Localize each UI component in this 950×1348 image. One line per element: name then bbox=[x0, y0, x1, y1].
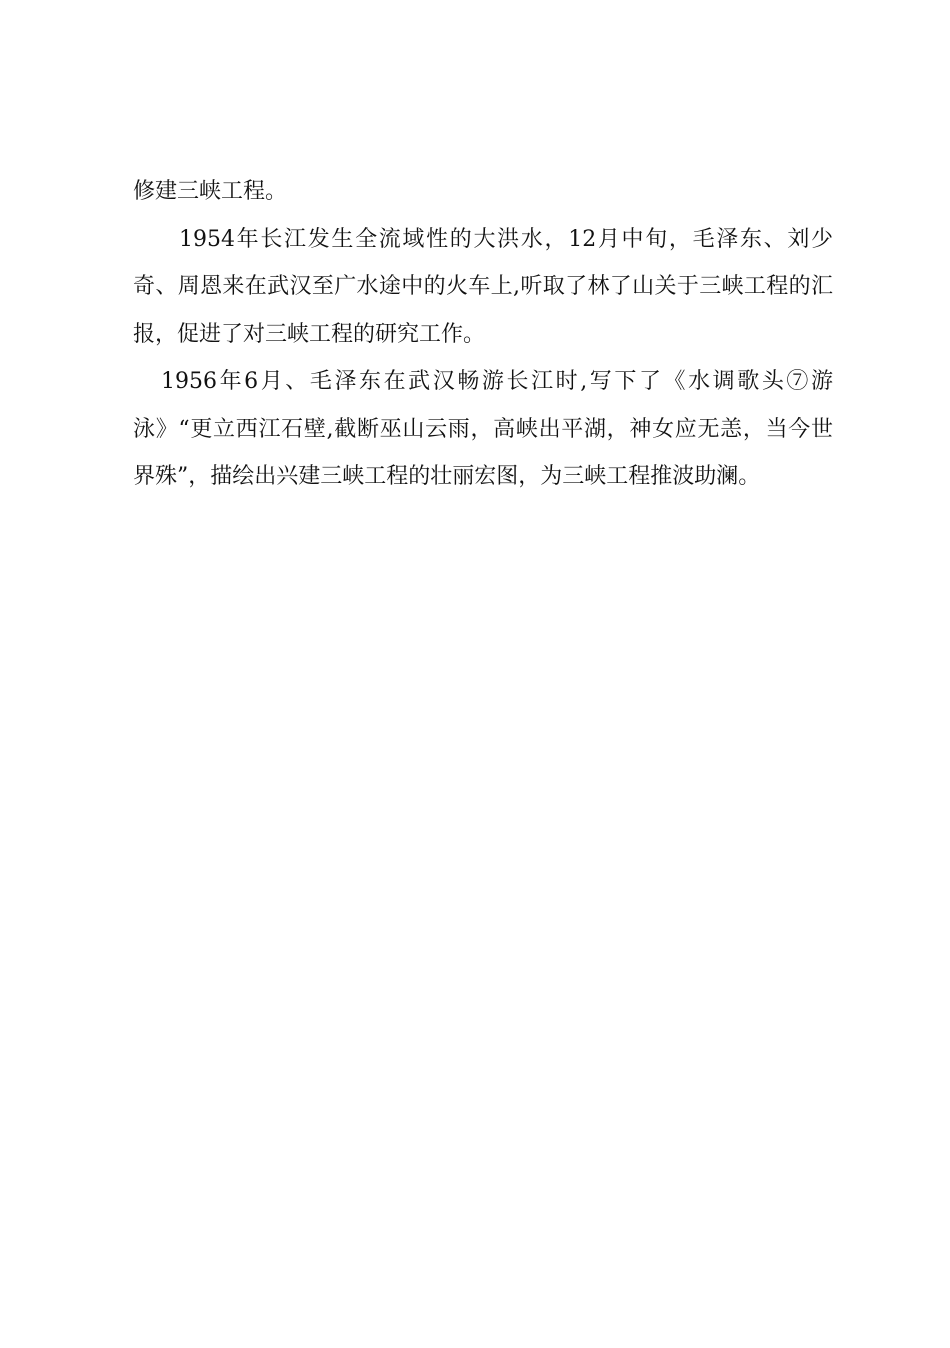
document-body bbox=[133, 168, 833, 501]
paragraph-1956-poem: 1956年6月、毛泽东在武汉畅游长江时,写下了《水调歌头⑦游泳》“更立西江石壁,截断巫山云雨，高峡出平湖，神女应无恙，当今世界殊”，描绘出兴建三峡工程的壮丽宏图，为三峡工程推波助澜。 bbox=[133, 369, 833, 489]
paragraph-1954-flood: 1954年长江发生全流域性的大洪水，12月中旬，毛泽东、刘少奇、周恩来在武汉至广水途中的火车上,听取了林了山关于三峡工程的汇报，促进了对三峡工程的研究工作。 bbox=[133, 226, 833, 347]
paragraph-continuation: 修建三峡工程。 bbox=[133, 179, 288, 204]
